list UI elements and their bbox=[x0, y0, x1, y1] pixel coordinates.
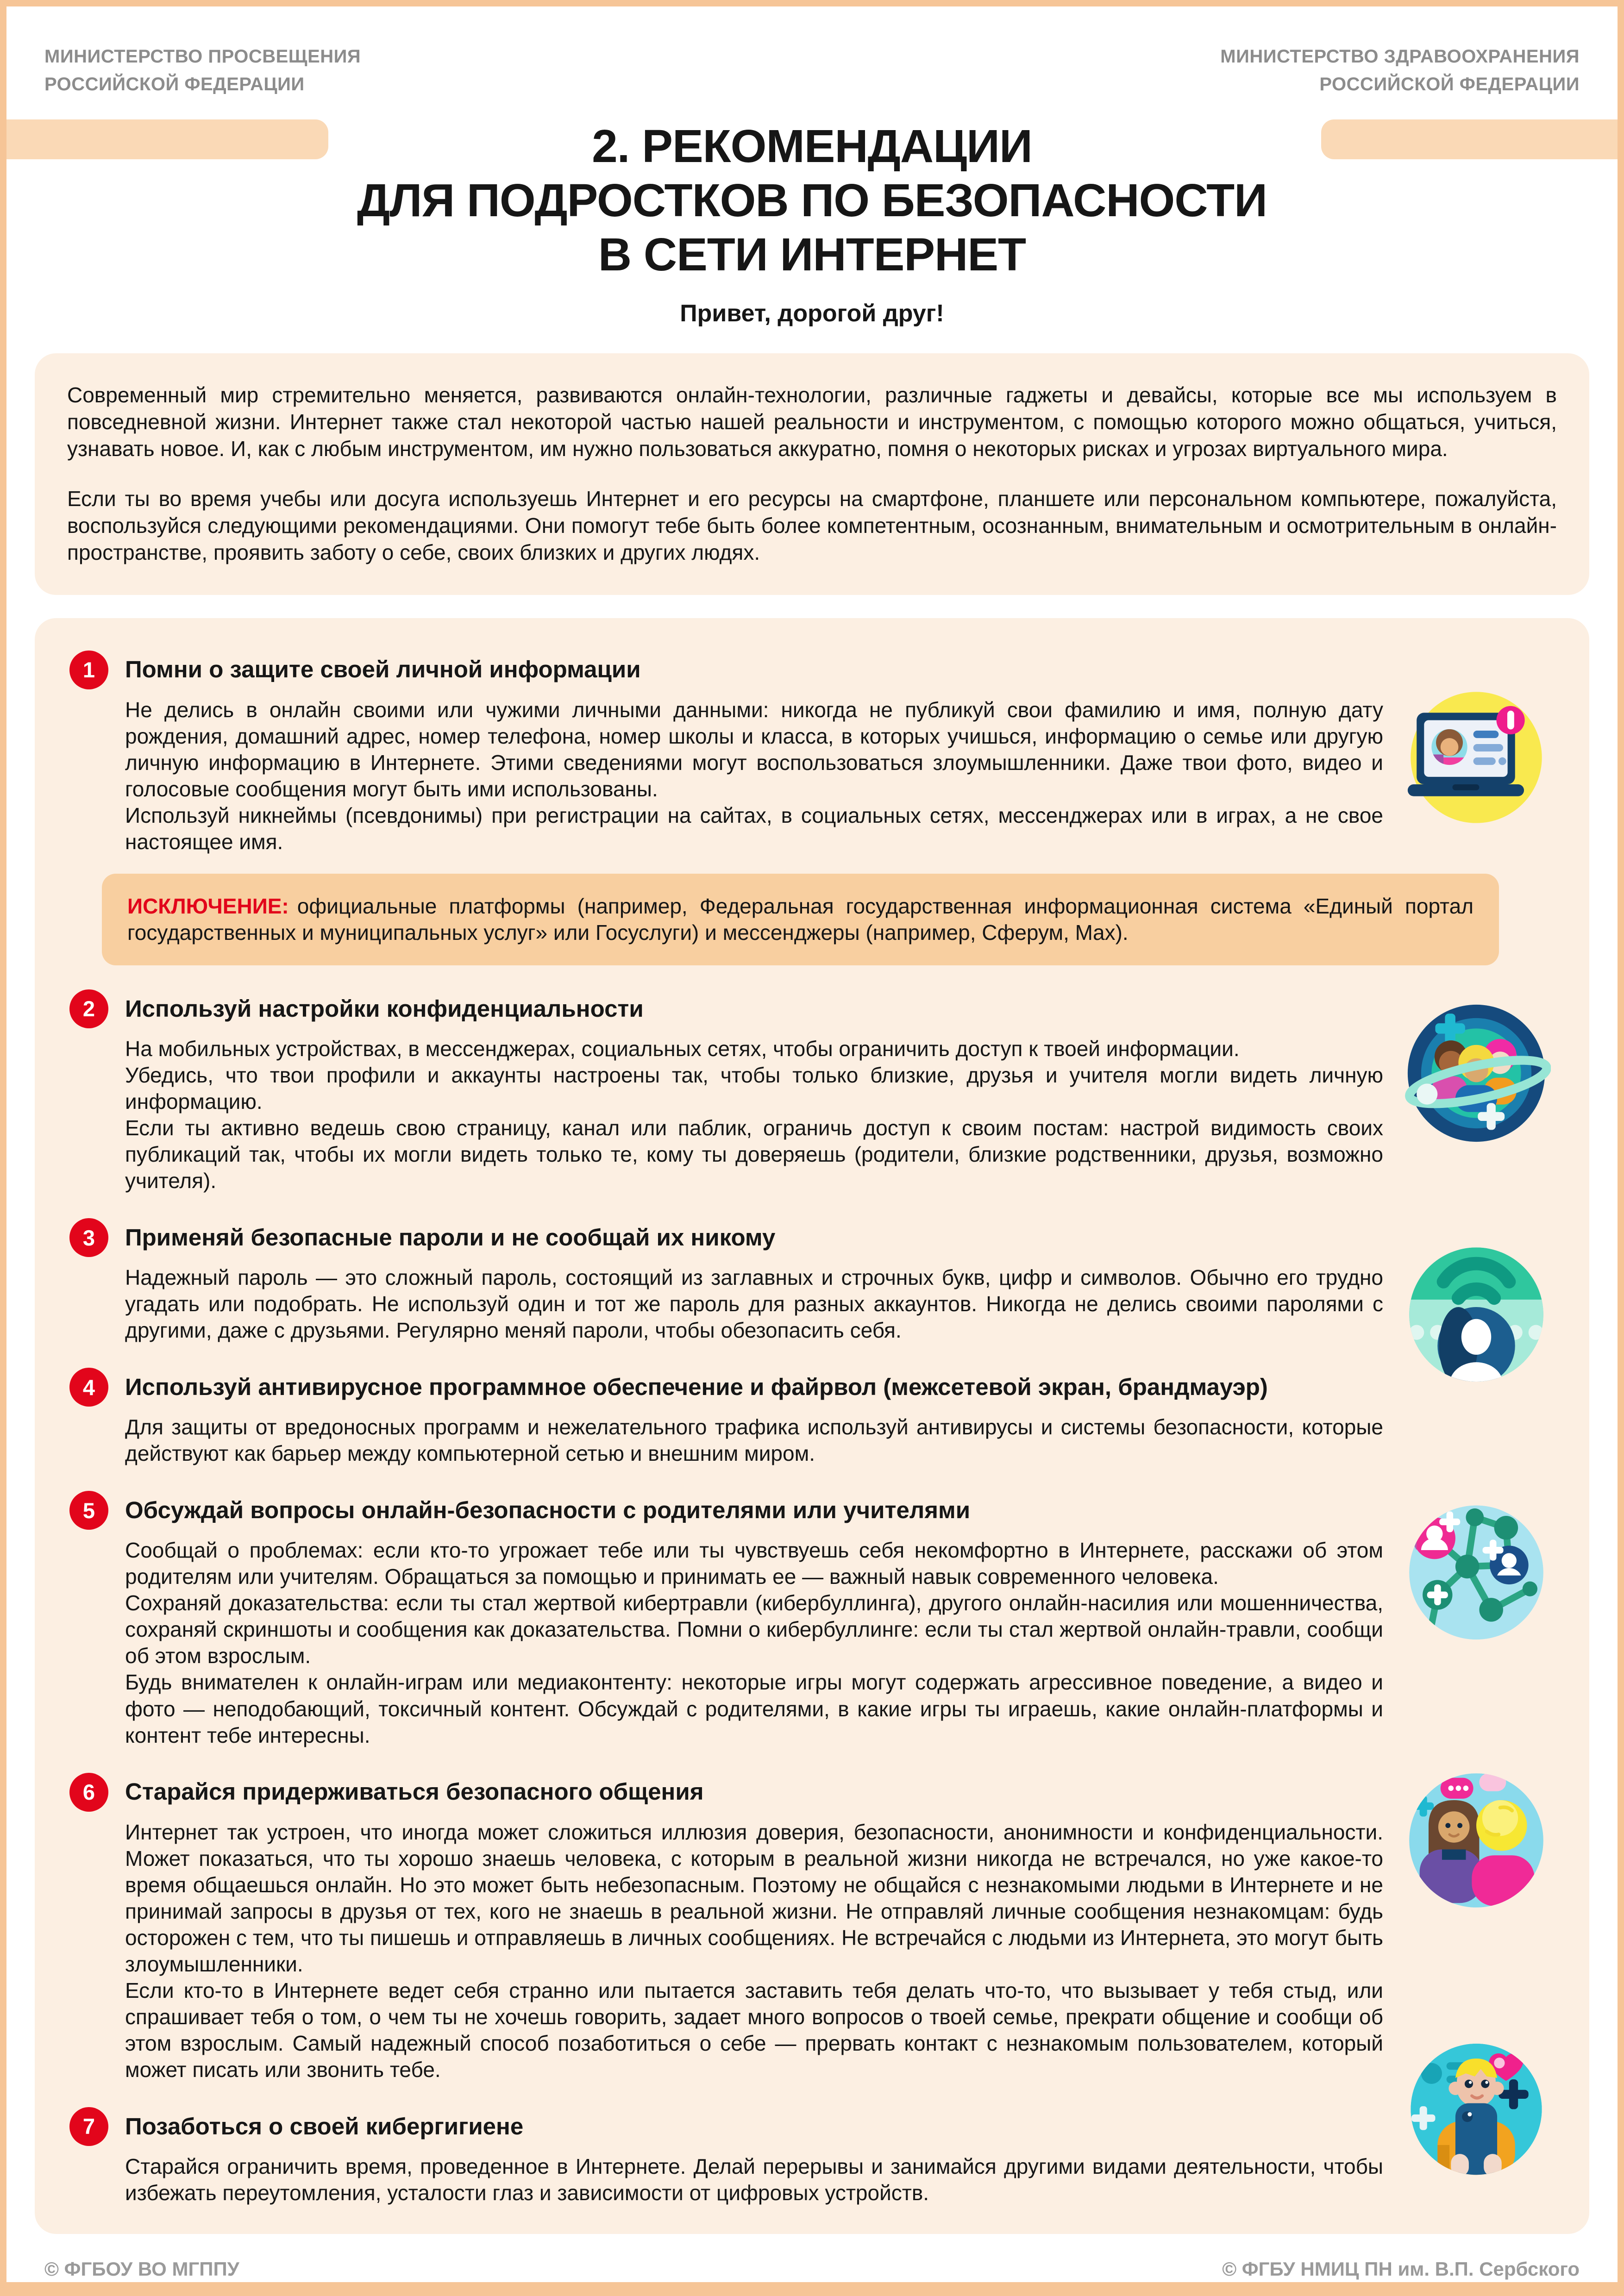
section-title: Обсуждай вопросы онлайн-безопасности с родителями или учителями bbox=[125, 1496, 971, 1523]
page-title bbox=[6, 119, 1618, 282]
section-number-badge: 5 bbox=[69, 1491, 108, 1530]
section-paragraph: Если ты активно ведешь свою страницу, канал или паблик, ограничь доступ к своим постам: настрой видимость своих публикаций так, чтобы их могли видеть только те, кому ты доверяешь (родители, близкие родственники, друзья, возможно учителя). bbox=[125, 1116, 1383, 1193]
section-number-badge: 3 bbox=[69, 1218, 108, 1257]
section-header bbox=[69, 2107, 1555, 2146]
section-paragraph: Сообщай о проблемах: если кто-то угрожает тебе или ты чувствуешь себя некомфортно в Интернете, расскажи об этом родителям или учителям. Обращаться за помощью и принимать ее — важный навык современного человека. bbox=[125, 1538, 1383, 1589]
section-paragraph: Не делись в онлайн своими или чужими личными данными: никогда не публикуй свои фамилию и имя, полную дату рождения, домашний адрес, номер телефона, номер школы и класса, в которых учишься, информацию о семье или другую личную информацию в Интернете. Этими сведениями могут воспользоваться злоумышленники. Даже твои фото, видео и голосовые сообщения могут быть ими использованы. bbox=[125, 697, 1383, 801]
section-paragraph: На мобильных устройствах, в мессенджерах, социальных сетях, чтобы ограничить доступ к твоей информации. bbox=[125, 1036, 1240, 1061]
section-paragraph: Если кто-то в Интернете ведет себя странно или пытается заставить тебя делать что-то, что вызывает у тебя стыд, или спрашивает тебя о том, о чем ты не хочешь говорить, задает много вопросов о твоей семье, прекрати общение и сообщи об этом взрослым. Самый надежный способ позаботиться о себе — прервать контакт с незнакомым пользователем, который может писать или звонить тебе. bbox=[125, 1978, 1383, 2082]
section-paragraph: Старайся ограничить время, проведенное в Интернете. Делай перерывы и занимайся другими видами деятельности, чтобы избежать переутомления, усталости глаз и зависимости от цифровых устройств. bbox=[125, 2154, 1383, 2205]
section-4-antivirus-firewall bbox=[69, 1368, 1555, 1467]
section-body bbox=[125, 697, 1555, 965]
greeting-text: Привет, дорогой друг! bbox=[680, 300, 944, 327]
section-paragraph: Для защиты от вредоносных программ и нежелательного трафика используй антивирусы и системы безопасности, которые действуют как барьер между компьютерной сетью и внешним миром. bbox=[125, 1415, 1383, 1466]
section-title: Старайся придерживаться безопасного общения bbox=[125, 1778, 704, 1805]
section-number-badge: 4 bbox=[69, 1368, 108, 1407]
recommendations-panel bbox=[35, 618, 1589, 2234]
page-title-line2: ДЛЯ ПОДРОСТКОВ ПО БЕЗОПАСНОСТИ bbox=[357, 175, 1267, 226]
header bbox=[6, 6, 1618, 98]
section-2-privacy-settings bbox=[69, 989, 1555, 1194]
section-title: Используй антивирусное программное обеспечение и файрвол (межсетевой экран, брандмауэр) bbox=[125, 1373, 1268, 1400]
section-6-safe-communication bbox=[69, 1773, 1555, 2083]
exception-note bbox=[102, 874, 1499, 965]
page-title-line3: В СЕТИ ИНТЕРНЕТ bbox=[598, 229, 1026, 281]
ministry-right-line2: РОССИЙСКОЙ ФЕДЕРАЦИИ bbox=[1319, 74, 1580, 94]
section-7-cyber-hygiene bbox=[69, 2107, 1555, 2206]
intro-paragraph: Современный мир стремительно меняется, развиваются онлайн-технологии, различные гаджеты и девайсы, которые все мы используем в повседневной жизни. Интернет также стал некоторой частью нашей реальности и инструментом, с помощью которого можно общаться, учиться, узнавать новое. И, как с любым инструментом, им нужно пользоваться аккуратно, помня о некоторых рисках и угрозах виртуального мира. bbox=[67, 383, 1557, 461]
ministry-left-line1: МИНИСТЕРСТВО ПРОСВЕЩЕНИЯ bbox=[44, 46, 361, 67]
page-title-line1: 2. РЕКОМЕНДАЦИИ bbox=[592, 120, 1032, 172]
exception-text: официальные платформы (например, Федеральная государственная информационная система «Единый портал государственных и муниципальных услуг» или Госуслуги) и мессенджеры (например, Сферум, Max). bbox=[127, 894, 1474, 945]
section-title: Используй настройки конфиденциальности bbox=[125, 995, 644, 1022]
ministry-left-line2: РОССИЙСКОЙ ФЕДЕРАЦИИ bbox=[44, 74, 305, 94]
section-paragraph: Убедись, что твои профили и аккаунты настроены так, чтобы только близкие, друзья и учителя могли видеть личную информацию. bbox=[125, 1063, 1383, 1114]
title-block bbox=[6, 119, 1618, 327]
footer bbox=[44, 2258, 1580, 2280]
section-paragraph: Надежный пароль — это сложный пароль, состоящий из заглавных и строчных букв, цифр и символов. Обычно его трудно угадать или подобрать. Не используй один и тот же пароль для разных аккаунтов. Никогда не делись своими паролями с другими, даже с друзьями. Регулярно меняй пароли, чтобы обезопасить себя. bbox=[125, 1265, 1383, 1343]
section-title: Применяй безопасные пароли и не сообщай их никому bbox=[125, 1224, 776, 1251]
section-1-personal-info bbox=[69, 651, 1555, 965]
footer-copyright-left: © ФГБОУ ВО МГППУ bbox=[44, 2258, 239, 2280]
friends-planet-icon bbox=[1402, 999, 1551, 1148]
section-number-badge: 7 bbox=[69, 2107, 108, 2146]
section-body bbox=[125, 2153, 1555, 2206]
intro-paragraph: Если ты во время учебы или досуга используешь Интернет и его ресурсы на смартфоне, планшете или персональном компьютере, пожалуйста, воспользуйся следующими рекомендациями. Они помогут тебе быть более компетентным, осознанным, внимательным и осмотрительным в онлайн-пространстве, проявить заботу о себе, своих близких и других людях. bbox=[67, 486, 1557, 564]
section-number-badge: 6 bbox=[69, 1773, 108, 1812]
cyber-hygiene-icon bbox=[1402, 2038, 1551, 2187]
section-body bbox=[125, 1414, 1555, 1467]
ministry-left bbox=[44, 43, 361, 98]
section-header bbox=[69, 1368, 1555, 1407]
exception-label: ИСКЛЮЧЕНИЕ: bbox=[127, 894, 289, 918]
section-title: Позаботься о своей кибергигиене bbox=[125, 2113, 524, 2140]
section-3-safe-passwords bbox=[69, 1218, 1555, 1344]
wifi-person-icon bbox=[1402, 1246, 1551, 1395]
section-body bbox=[125, 1036, 1555, 1194]
section-number-badge: 2 bbox=[69, 989, 108, 1028]
footer-copyright-right: © ФГБУ НМИЦ ПН им. В.П. Сербского bbox=[1222, 2258, 1580, 2280]
section-5-discuss-online-safety bbox=[69, 1491, 1555, 1748]
section-number-badge: 1 bbox=[69, 651, 108, 689]
section-body bbox=[125, 1537, 1555, 1748]
section-paragraph: Используй никнеймы (псевдонимы) при регистрации на сайтах, в социальных сетях, мессенджерах или в играх, а не свое настоящее имя. bbox=[125, 803, 1383, 854]
intro-panel bbox=[35, 353, 1589, 595]
section-paragraph: Будь внимателен к онлайн-играм или медиаконтенту: некоторые игры могут содержать агрессивное поведение, а видео и фото — неподобающий, токсичный контент. Обсуждай с родителями, в какие игры ты играешь, какие онлайн-платформы и контент тебе интересны. bbox=[125, 1670, 1383, 1747]
section-body bbox=[125, 1264, 1555, 1344]
section-body bbox=[125, 1819, 1555, 2083]
section-header bbox=[69, 1773, 1555, 1812]
section-paragraph: Сохраняй доказательства: если ты стал жертвой кибертравли (кибербуллинга), другого онлайн-насилия или мошенничества, сохраняй скриншоты и сообщения как доказательства. Помни о кибербуллинге: если ты стал жертвой онлайн-травли, сообщи об этом взрослым. bbox=[125, 1591, 1383, 1668]
profile-card-laptop-icon bbox=[1402, 683, 1551, 832]
section-paragraph: Интернет так устроен, что иногда может сложиться иллюзия доверия, безопасности, анонимности и конфиденциальности. Может показаться, что ты хорошо знаешь человека, с которым в реальной жизни никогда не встречался, но уже какое-то время общаешься онлайн. Но это может быть небезопасным. Поэтому не общайся с незнакомыми людьми в Интернете и не принимай запросы в друзья от тех, кого не знаешь в реальной жизни. Не отправляй личные сообщения незнакомцам: будь осторожен с тем, что ты пишешь и отправляешь в личных сообщениях. Не встречайся с людьми из Интернета, это могут быть злоумышленники. bbox=[125, 1820, 1383, 1976]
section-title: Помни о защите своей личной информации bbox=[125, 656, 641, 683]
ministry-right bbox=[1220, 43, 1580, 98]
network-contacts-icon bbox=[1402, 1502, 1551, 1652]
section-header bbox=[69, 989, 1555, 1028]
section-header bbox=[69, 651, 1555, 689]
ministry-right-line1: МИНИСТЕРСТВО ЗДРАВООХРАНЕНИЯ bbox=[1220, 46, 1580, 67]
section-header bbox=[69, 1218, 1555, 1257]
section-header bbox=[69, 1491, 1555, 1530]
safe-chat-icon bbox=[1402, 1766, 1551, 1915]
